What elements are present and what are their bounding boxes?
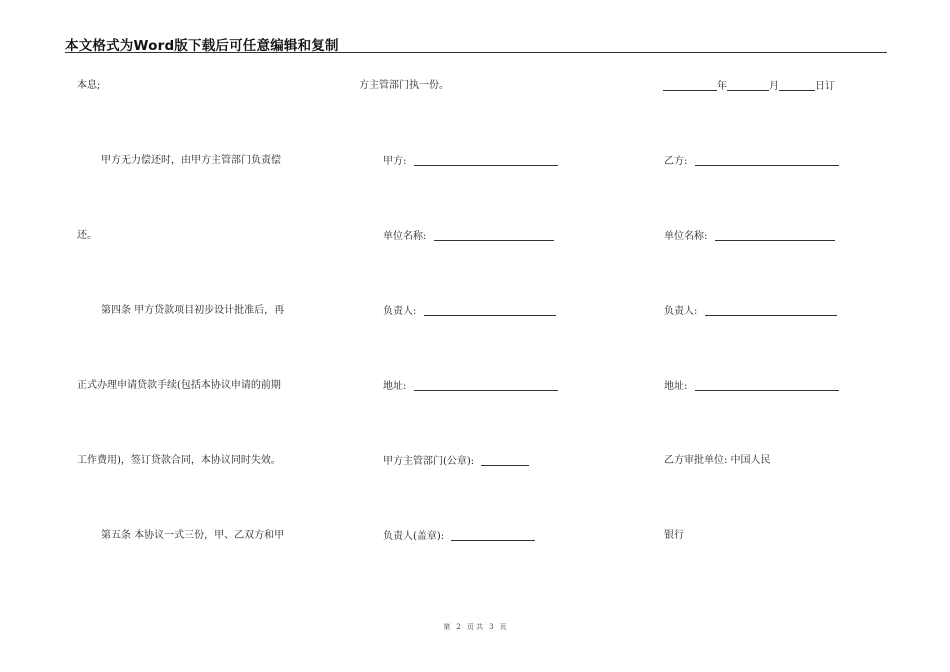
- bank-line: 银行: [664, 530, 684, 541]
- address-label: 地址:: [664, 381, 688, 392]
- responsible-seal-blank: [451, 529, 535, 541]
- party-a-address-field: [383, 379, 558, 394]
- text-line: 工作费用)，签订贷款合同，本协议同时失效。: [77, 455, 281, 466]
- unit-name-blank: [434, 229, 554, 241]
- text-line: 还。: [77, 230, 97, 241]
- text-line: 甲方无力偿还时，由甲方主管部门负责偿: [101, 155, 281, 166]
- document-header-title: 本文格式为Word版下载后可任意编辑和复制: [65, 38, 339, 54]
- responsible-seal-label: 负责人(盖章):: [383, 531, 445, 542]
- page-current: 2: [456, 623, 461, 631]
- month-blank: [727, 79, 769, 91]
- responsible-blank: [424, 304, 556, 316]
- page-end: 页: [499, 623, 507, 631]
- day-label: 日订: [815, 81, 835, 92]
- party-b-unit-field: [664, 229, 835, 244]
- year-blank: [663, 79, 717, 91]
- party-a-blank: [414, 154, 558, 166]
- page-footer: [0, 622, 950, 632]
- text-line: 第五条 本协议一式三份，甲、乙双方和甲: [101, 530, 285, 541]
- party-b-responsible-field: [664, 304, 837, 319]
- page-mid: 页 共: [466, 623, 484, 631]
- year-label: 年: [717, 81, 727, 92]
- party-b-label: 乙方:: [664, 156, 688, 167]
- approval-unit-line: 乙方审批单位: 中国人民: [664, 455, 771, 466]
- responsible-label: 负责人:: [664, 306, 698, 317]
- address-label: 地址:: [383, 381, 407, 392]
- responsible-blank: [705, 304, 837, 316]
- text-line: 第四条 甲方贷款项目初步设计批准后，再: [101, 305, 285, 316]
- responsible-seal-field: [383, 529, 535, 544]
- page-label: 第: [443, 623, 451, 631]
- text-line: 方主管部门执一份。: [359, 80, 449, 91]
- page-total: 3: [489, 623, 494, 631]
- responsible-label: 负责人:: [383, 306, 417, 317]
- day-blank: [779, 79, 815, 91]
- party-a-field: [383, 154, 558, 169]
- dept-seal-label: 甲方主管部门(公章):: [383, 456, 475, 467]
- party-b-blank: [695, 154, 839, 166]
- unit-name-blank: [715, 229, 835, 241]
- party-a-label: 甲方:: [383, 156, 407, 167]
- address-blank: [695, 379, 839, 391]
- header-divider: [65, 52, 887, 53]
- dept-seal-field: [383, 454, 529, 469]
- month-label: 月: [769, 81, 779, 92]
- date-field: [663, 79, 835, 94]
- party-a-responsible-field: [383, 304, 556, 319]
- party-a-unit-field: [383, 229, 554, 244]
- unit-name-label: 单位名称:: [664, 231, 708, 242]
- party-b-field: [664, 154, 839, 169]
- unit-name-label: 单位名称:: [383, 231, 427, 242]
- text-line: 本息;: [77, 80, 101, 91]
- address-blank: [414, 379, 558, 391]
- party-b-address-field: [664, 379, 839, 394]
- text-line: 正式办理申请贷款手续(包括本协议申请的前期: [77, 380, 281, 391]
- dept-seal-blank: [481, 454, 529, 466]
